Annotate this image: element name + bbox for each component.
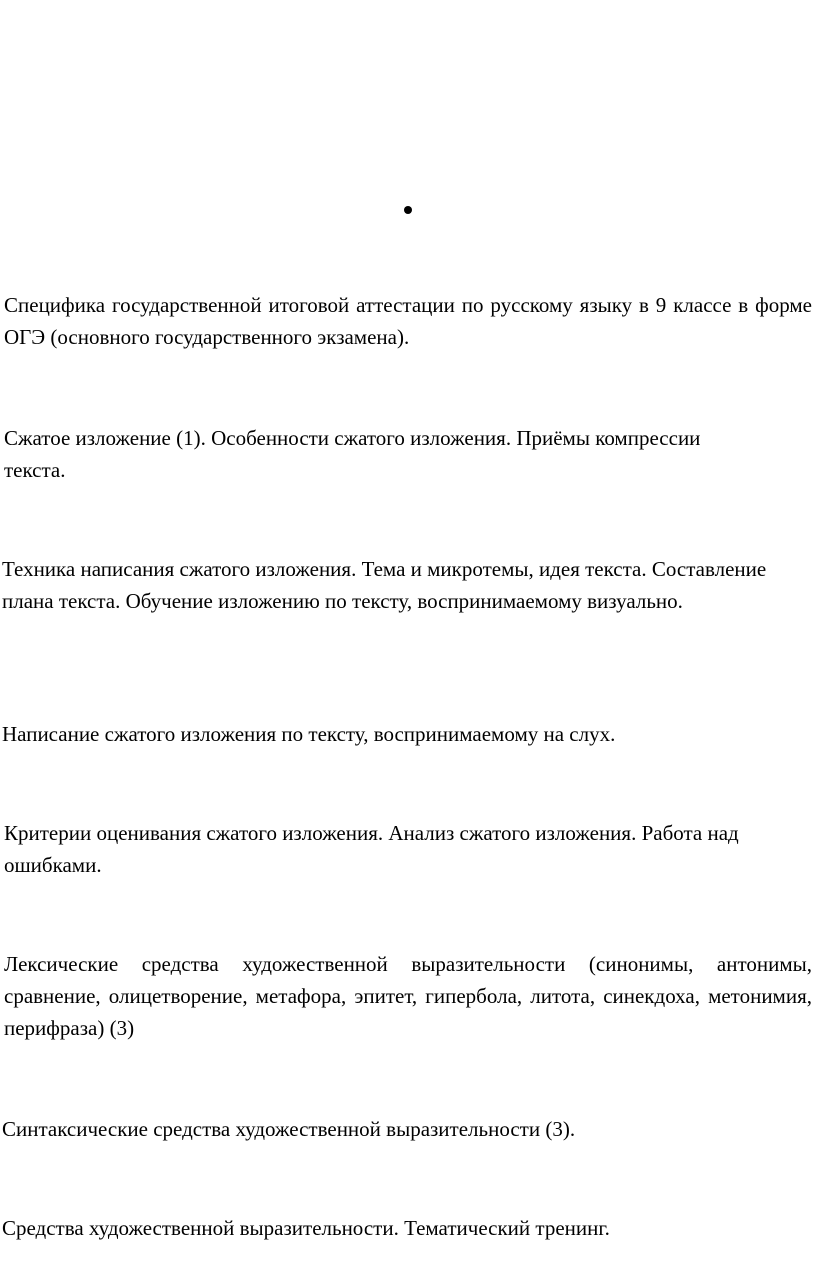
paragraph-writing-technique: Техника написания сжатого изложения. Тема и микротемы, идея текста. Составление плана текста. Обучение изложению по тексту, воспринимаемому визуально. — [2, 557, 767, 613]
paragraph-compressed-summary: Сжатое изложение (1). Особенности сжатого изложения. Приёмы компрессии текста. — [4, 426, 701, 482]
paragraph-assessment-criteria: Критерии оценивания сжатого изложения. Анализ сжатого изложения. Работа над ошибками. — [4, 821, 739, 877]
paragraph-syntactic-devices: Синтаксические средства художественной выразительности (3). — [2, 1117, 576, 1141]
paragraph-oge-specifics: Специфика государственной итоговой аттестации по русскому языку в 9 классе в форме ОГЭ (основного государственного экзамена). — [4, 293, 812, 349]
bullet-dot — [404, 206, 412, 214]
paragraph-listening-summary: Написание сжатого изложения по тексту, воспринимаемому на слух. — [2, 722, 616, 746]
paragraph-lexical-devices: Лексические средства художественной выразительности (синонимы, антонимы, сравнение, олицетворение, метафора, эпитет, гипербола, литота, синекдоха, метонимия, перифраза) (3) — [4, 952, 812, 1040]
paragraph-thematic-training: Средства художественной выразительности. Тематический тренинг. — [2, 1216, 610, 1240]
